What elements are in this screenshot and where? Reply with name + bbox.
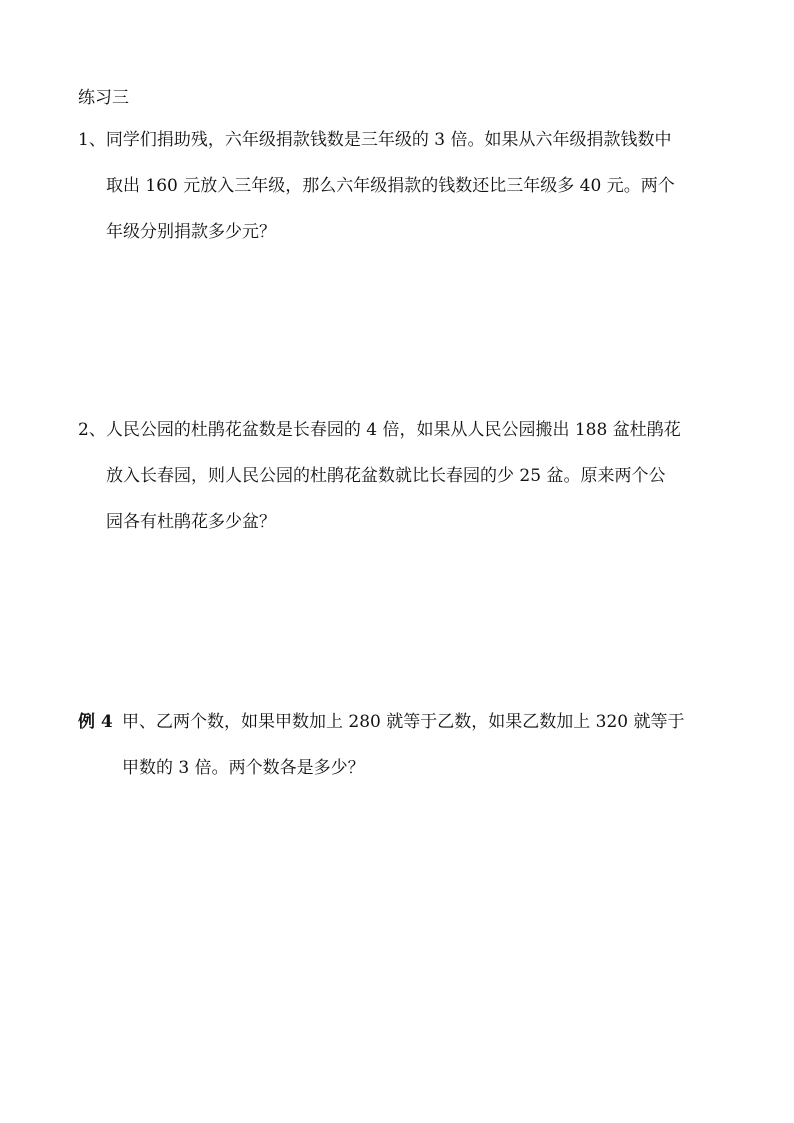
problem-1 [78,128,675,266]
problem-2 [78,418,681,556]
example-4-text-1: 甲、乙两个数，如果甲数加上 280 就等于乙数，如果乙数加上 320 就等于 [122,712,685,732]
section-heading: 练习三 [78,88,129,108]
example-4-label: 例 4 [78,712,113,732]
problem-2-line-1 [78,418,681,464]
problem-1-line-3: 年级分别捐款多少元？ [106,222,276,242]
problem-1-line-2: 取出 160 元放入三年级，那么六年级捐款的钱数还比三年级多 40 元。两个 [106,176,675,196]
problem-1-number: 1、 [78,130,106,150]
example-4 [78,710,685,802]
example-4-line-1 [78,710,685,756]
problem-1-line-1 [78,128,675,174]
problem-1-text-1: 同学们捐助残，六年级捐款钱数是三年级的 3 倍。如果从六年级捐款钱数中 [105,130,672,150]
problem-2-line-3: 园各有杜鹃花多少盆？ [106,512,276,532]
problem-2-number: 2、 [78,420,106,440]
problem-2-text-1: 人民公园的杜鹃花盆数是长春园的 4 倍，如果从人民公园搬出 188 盆杜鹃花 [105,420,681,440]
problem-2-line-2: 放入长春园，则人民公园的杜鹃花盆数就比长春园的少 25 盆。原来两个公 [106,466,666,486]
example-4-line-2: 甲数的 3 倍。两个数各是多少？ [122,758,365,778]
